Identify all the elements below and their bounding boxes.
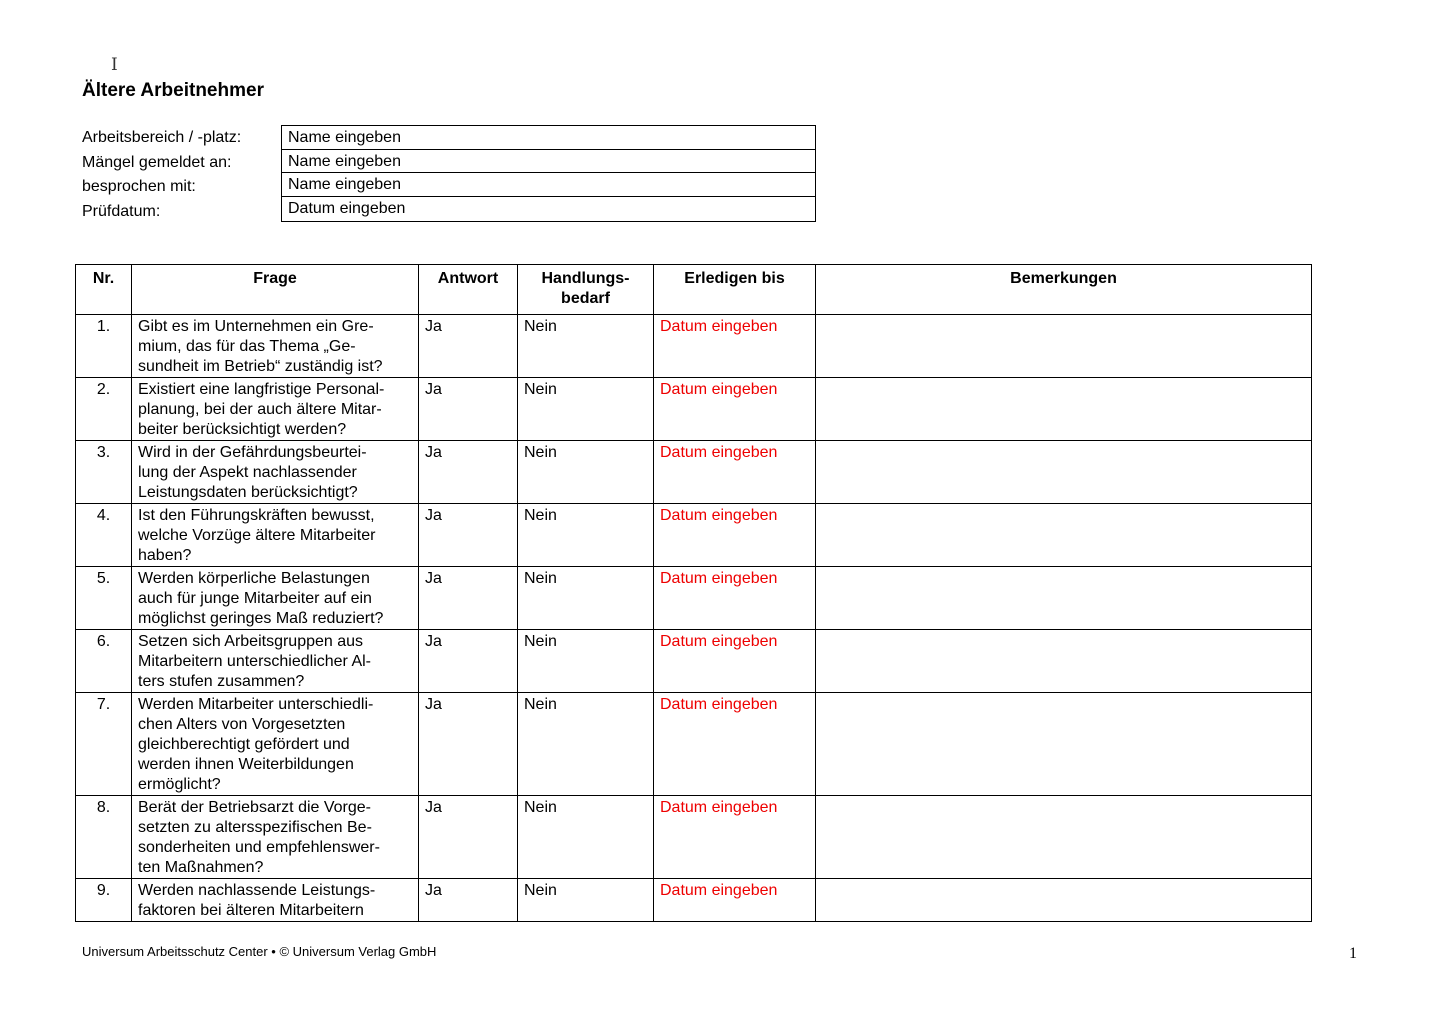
question-line: ermöglicht? <box>138 776 221 793</box>
row-number: 4. <box>76 504 132 567</box>
table-row <box>76 504 1312 567</box>
row-number: 3. <box>76 441 132 504</box>
page-number: 1 <box>1349 945 1357 962</box>
header-bemerkungen: Bemerkungen <box>816 265 1312 315</box>
header-nr: Nr. <box>76 265 132 315</box>
header-handlung-line1: Handlungs- <box>541 270 630 287</box>
row-number: 7. <box>76 693 132 796</box>
question-cell <box>132 879 419 922</box>
info-label-pruefdatum: Prüfdatum: <box>82 202 161 220</box>
question-line: Setzen sich Arbeitsgruppen aus <box>138 633 364 650</box>
info-label-maengel: Mängel gemeldet an: <box>82 153 232 171</box>
info-label-besprochen: besprochen mit: <box>82 178 196 195</box>
answer-ja[interactable]: Ja <box>419 693 518 796</box>
remarks-cell[interactable] <box>816 693 1312 796</box>
question-cell <box>132 441 419 504</box>
info-labels <box>82 126 282 224</box>
question-line: gleichberechtigt gefördert und <box>138 736 350 753</box>
answer-ja[interactable]: Ja <box>419 567 518 630</box>
action-needed-nein[interactable]: Nein <box>518 315 654 378</box>
row-number: 1. <box>76 315 132 378</box>
row-number: 2. <box>76 378 132 441</box>
question-line: planung, bei der auch ältere Mitar- <box>138 401 382 418</box>
pruefdatum-field[interactable]: Datum eingeben <box>288 199 406 217</box>
remarks-cell[interactable] <box>816 441 1312 504</box>
checklist-table <box>75 264 1312 922</box>
row-number: 8. <box>76 796 132 879</box>
question-line: Mitarbeitern unterschiedlicher Al- <box>138 653 371 670</box>
table-header-row <box>76 265 1312 315</box>
question-cell <box>132 378 419 441</box>
answer-ja[interactable]: Ja <box>419 378 518 441</box>
question-line: faktoren bei älteren Mitarbeitern <box>138 902 364 919</box>
due-date-field[interactable]: Datum eingeben <box>654 879 816 922</box>
question-cell <box>132 630 419 693</box>
question-line: mium, das für das Thema „Ge- <box>138 338 356 355</box>
question-line: Werden nachlassende Leistungs- <box>138 882 376 899</box>
question-cell <box>132 504 419 567</box>
due-date-field[interactable]: Datum eingeben <box>654 378 816 441</box>
table-row <box>76 879 1312 922</box>
answer-ja[interactable]: Ja <box>419 630 518 693</box>
table-row <box>76 441 1312 504</box>
header-frage: Frage <box>132 265 419 315</box>
header-erledigen: Erledigen bis <box>654 265 816 315</box>
question-line: Gibt es im Unternehmen ein Gre- <box>138 318 374 335</box>
question-line: haben? <box>138 547 192 564</box>
question-cell <box>132 567 419 630</box>
question-line: Wird in der Gefährdungsbeurtei- <box>138 444 367 461</box>
question-line: lung der Aspekt nachlassender <box>138 464 357 481</box>
row-number: 6. <box>76 630 132 693</box>
remarks-cell[interactable] <box>816 378 1312 441</box>
action-needed-nein[interactable]: Nein <box>518 567 654 630</box>
due-date-field[interactable]: Datum eingeben <box>654 504 816 567</box>
table-row <box>76 630 1312 693</box>
answer-ja[interactable]: Ja <box>419 879 518 922</box>
question-line: auch für junge Mitarbeiter auf ein <box>138 590 372 607</box>
footer-copyright: Universum Arbeitsschutz Center • © Universum Verlag GmbH <box>82 944 437 959</box>
action-needed-nein[interactable]: Nein <box>518 504 654 567</box>
action-needed-nein[interactable]: Nein <box>518 693 654 796</box>
action-needed-nein[interactable]: Nein <box>518 378 654 441</box>
remarks-cell[interactable] <box>816 796 1312 879</box>
table-row <box>76 378 1312 441</box>
info-label-arbeitsbereich: Arbeitsbereich / -platz: <box>82 129 242 146</box>
question-line: möglichst geringes Maß reduziert? <box>138 610 384 627</box>
remarks-cell[interactable] <box>816 315 1312 378</box>
header-handlung-line2: bedarf <box>561 290 610 307</box>
due-date-field[interactable]: Datum eingeben <box>654 796 816 879</box>
besprochen-mit-field[interactable]: Name eingeben <box>282 173 815 197</box>
question-line: welche Vorzüge ältere Mitarbeiter <box>138 527 376 544</box>
maengel-gemeldet-field[interactable]: Name eingeben <box>282 150 815 174</box>
header-handlungsbedarf <box>518 265 654 315</box>
question-line: Ist den Führungskräften bewusst, <box>138 507 375 524</box>
action-needed-nein[interactable]: Nein <box>518 879 654 922</box>
due-date-field[interactable]: Datum eingeben <box>654 693 816 796</box>
remarks-cell[interactable] <box>816 504 1312 567</box>
action-needed-nein[interactable]: Nein <box>518 630 654 693</box>
table-row <box>76 315 1312 378</box>
table-row <box>76 796 1312 879</box>
question-line: Leistungsdaten berücksichtigt? <box>138 484 358 501</box>
question-line: sundheit im Betrieb“ zuständig ist? <box>138 358 383 375</box>
answer-ja[interactable]: Ja <box>419 504 518 567</box>
question-line: Werden Mitarbeiter unterschiedli- <box>138 696 374 713</box>
answer-ja[interactable]: Ja <box>419 315 518 378</box>
question-line: ten Maßnahmen? <box>138 859 264 876</box>
due-date-field[interactable]: Datum eingeben <box>654 630 816 693</box>
question-cell <box>132 315 419 378</box>
answer-ja[interactable]: Ja <box>419 441 518 504</box>
question-line: setzten zu altersspezifischen Be- <box>138 819 372 836</box>
arbeitsbereich-field[interactable]: Name eingeben <box>282 126 815 150</box>
question-line: ters stufen zusammen? <box>138 673 305 690</box>
info-fields <box>281 125 816 222</box>
remarks-cell[interactable] <box>816 567 1312 630</box>
remarks-cell[interactable] <box>816 879 1312 922</box>
table-row <box>76 693 1312 796</box>
action-needed-nein[interactable]: Nein <box>518 441 654 504</box>
question-line: werden ihnen Weiterbildungen <box>138 756 354 773</box>
question-cell <box>132 693 419 796</box>
remarks-cell[interactable] <box>816 630 1312 693</box>
row-number: 5. <box>76 567 132 630</box>
question-line: sonderheiten und empfehlenswer- <box>138 839 380 856</box>
table-row <box>76 567 1312 630</box>
question-line: chen Alters von Vorgesetzten <box>138 716 346 733</box>
due-date-field[interactable]: Datum eingeben <box>654 567 816 630</box>
question-line: beiter berücksichtigt werden? <box>138 421 347 438</box>
due-date-field[interactable]: Datum eingeben <box>654 441 816 504</box>
question-line: Werden körperliche Belastungen <box>138 570 370 587</box>
page-title: Ältere Arbeitnehmer <box>82 80 264 101</box>
text-cursor-icon: I <box>111 55 118 75</box>
header-antwort: Antwort <box>419 265 518 315</box>
row-number: 9. <box>76 879 132 922</box>
question-cell <box>132 796 419 879</box>
due-date-field[interactable]: Datum eingeben <box>654 315 816 378</box>
action-needed-nein[interactable]: Nein <box>518 796 654 879</box>
question-line: Berät der Betriebsarzt die Vorge- <box>138 799 372 816</box>
question-line: Existiert eine langfristige Personal- <box>138 381 385 398</box>
answer-ja[interactable]: Ja <box>419 796 518 879</box>
